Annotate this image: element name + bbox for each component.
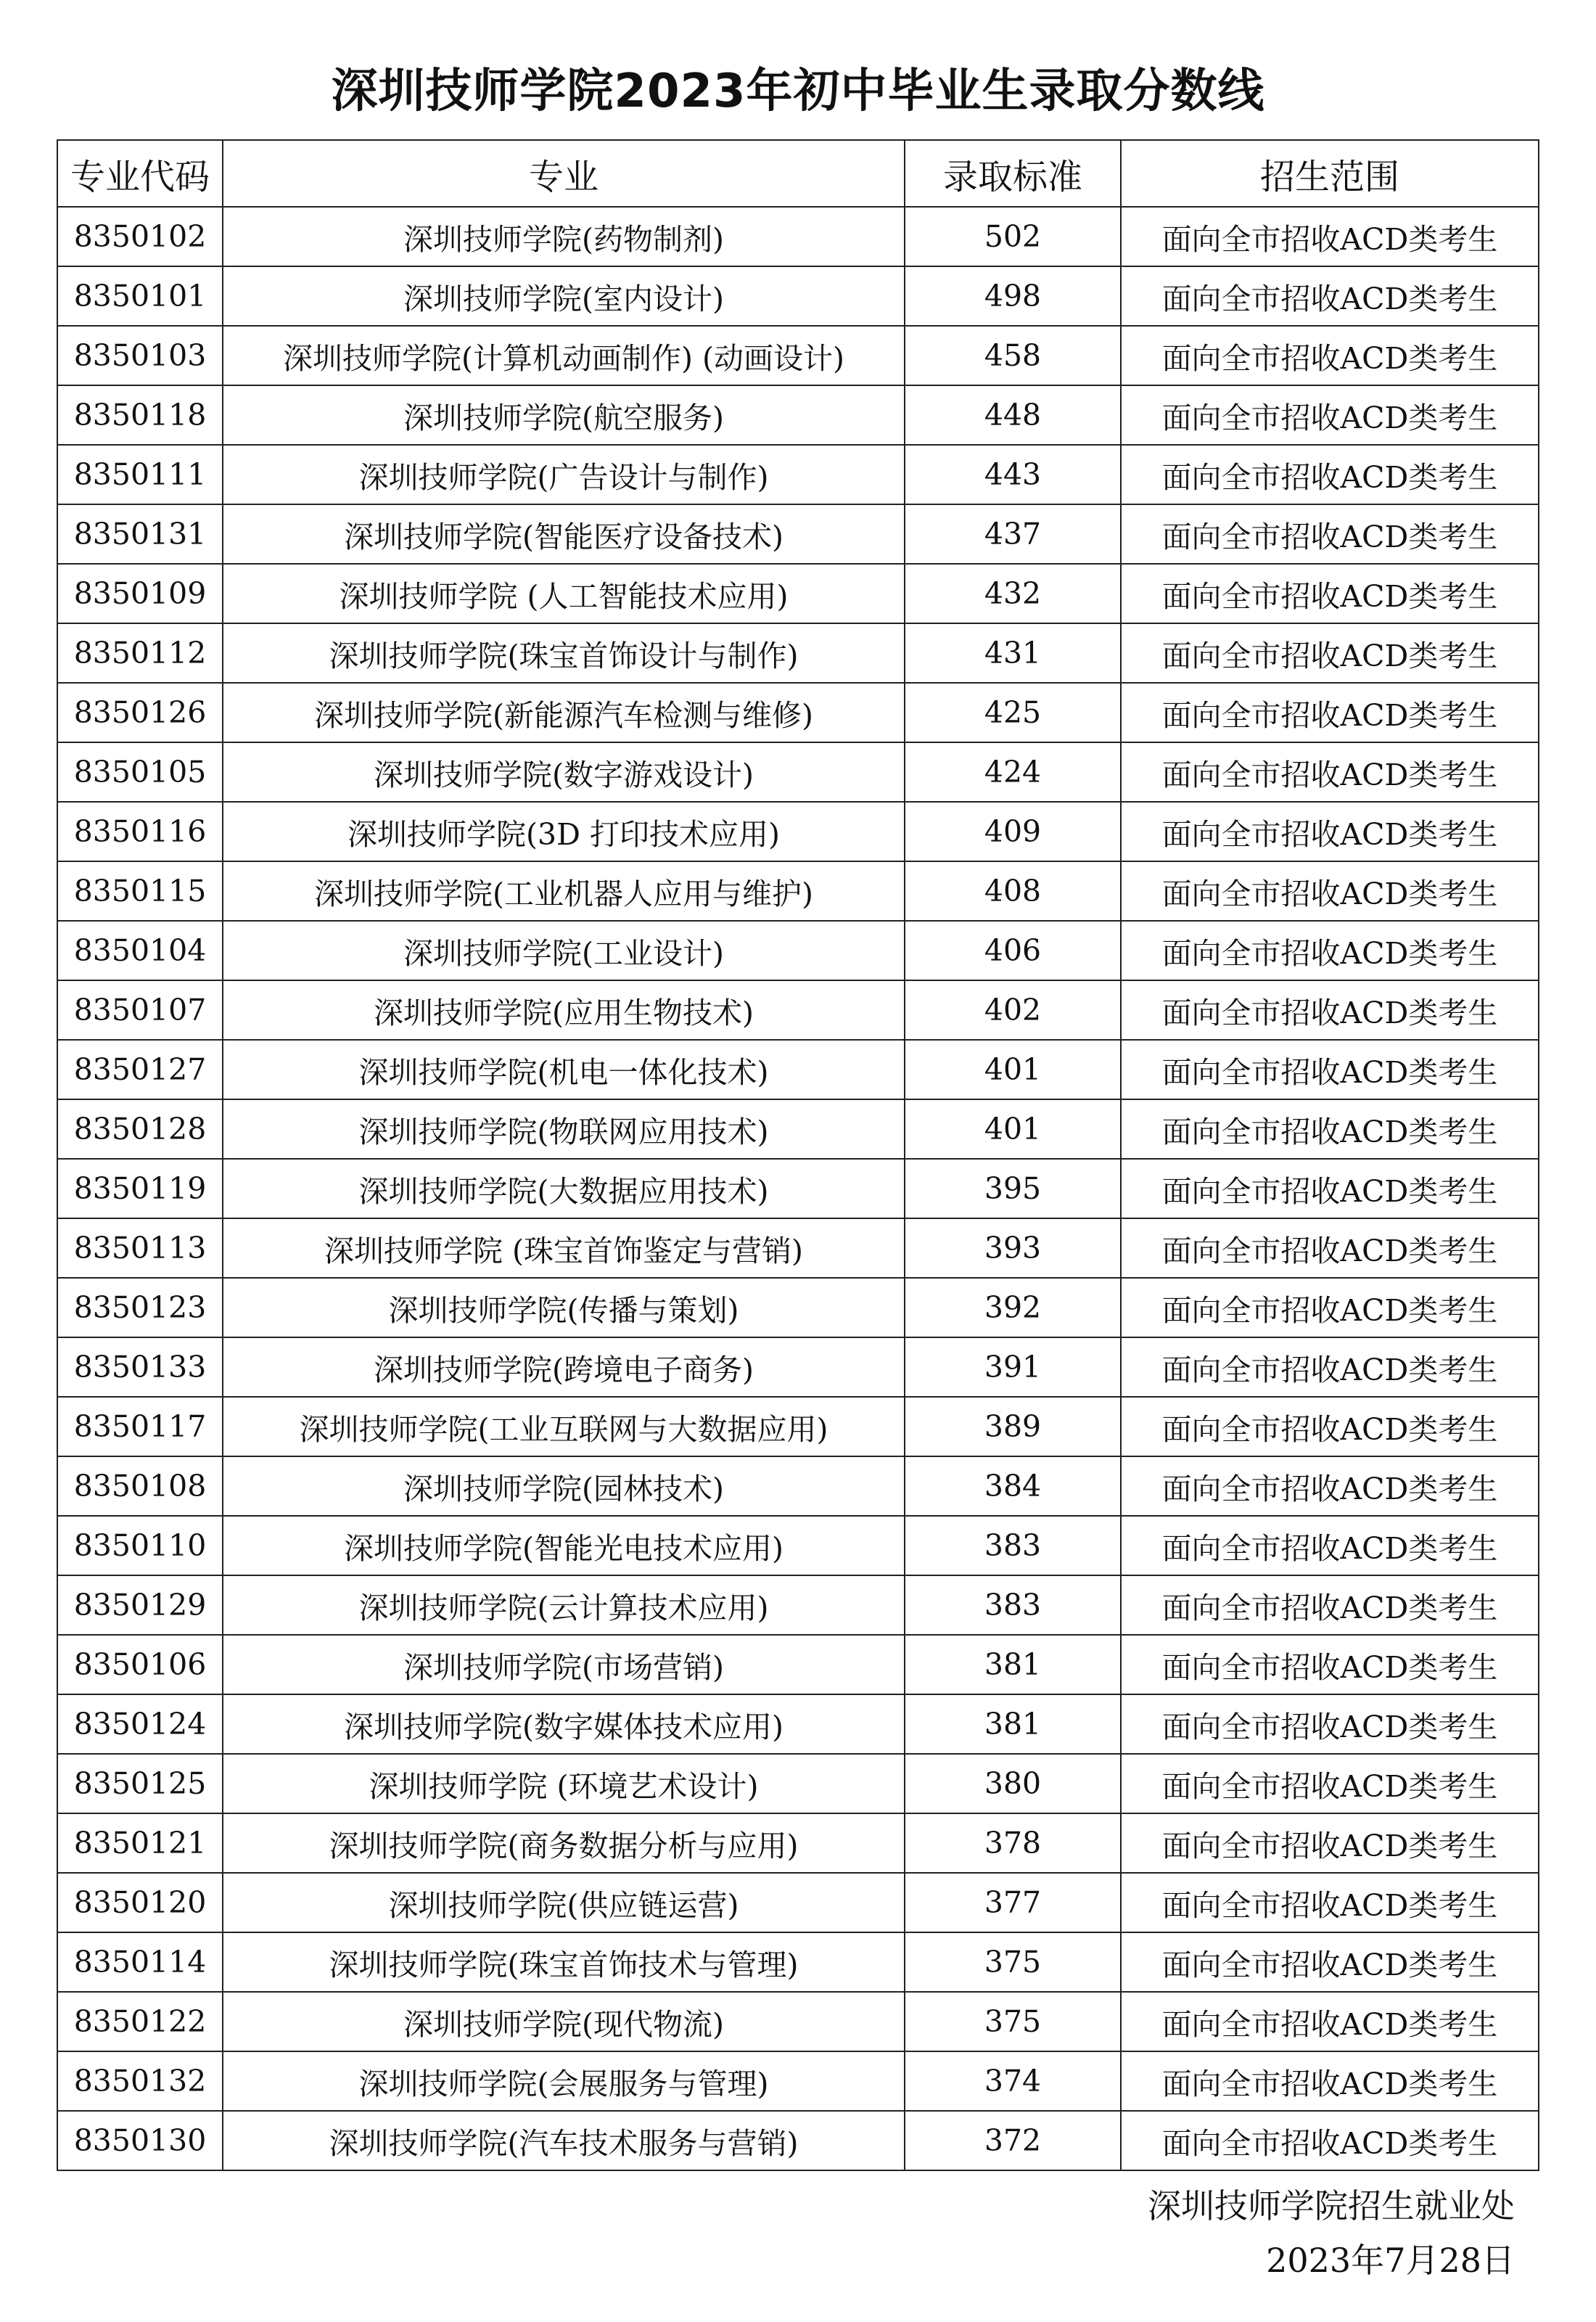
cell-code: 8350132 xyxy=(57,2051,223,2111)
page-title: 深圳技师学院2023年初中毕业生录取分数线 xyxy=(331,65,1265,118)
cell-score: 458 xyxy=(905,326,1121,385)
cell-code: 8350104 xyxy=(57,921,223,980)
table-row xyxy=(57,1278,1539,1337)
cell-score: 392 xyxy=(905,1278,1121,1337)
cell-major: 深圳技师学院(传播与策划) xyxy=(223,1278,905,1337)
table-row xyxy=(57,742,1539,802)
cell-major: 深圳技师学院(数字游戏设计) xyxy=(223,742,905,802)
cell-major: 深圳技师学院(物联网应用技术) xyxy=(223,1099,905,1159)
cell-major: 深圳技师学院(新能源汽车检测与维修) xyxy=(223,683,905,742)
cell-score: 377 xyxy=(905,1873,1121,1932)
cell-scope: 面向全市招收ACD类考生 xyxy=(1121,980,1539,1040)
table-row xyxy=(57,445,1539,504)
cell-code: 8350103 xyxy=(57,326,223,385)
cell-code: 8350109 xyxy=(57,564,223,623)
table-row xyxy=(57,1694,1539,1754)
cell-scope: 面向全市招收ACD类考生 xyxy=(1121,2111,1539,2170)
header-code: 专业代码 xyxy=(57,140,223,207)
cell-score: 375 xyxy=(905,1932,1121,1992)
table-row xyxy=(57,207,1539,266)
cell-code: 8350124 xyxy=(57,1694,223,1754)
table-row xyxy=(57,1813,1539,1873)
cell-scope: 面向全市招收ACD类考生 xyxy=(1121,1456,1539,1516)
cell-code: 8350114 xyxy=(57,1932,223,1992)
cell-major: 深圳技师学院(现代物流) xyxy=(223,1992,905,2051)
cell-major: 深圳技师学院(跨境电子商务) xyxy=(223,1337,905,1397)
cell-code: 8350126 xyxy=(57,683,223,742)
cell-score: 378 xyxy=(905,1813,1121,1873)
cell-score: 498 xyxy=(905,266,1121,326)
table-row xyxy=(57,326,1539,385)
table-row xyxy=(57,683,1539,742)
cell-major: 深圳技师学院(工业互联网与大数据应用) xyxy=(223,1397,905,1456)
cell-score: 372 xyxy=(905,2111,1121,2170)
cell-scope: 面向全市招收ACD类考生 xyxy=(1121,326,1539,385)
cell-score: 424 xyxy=(905,742,1121,802)
cell-major: 深圳技师学院(3D 打印技术应用) xyxy=(223,802,905,861)
cell-scope: 面向全市招收ACD类考生 xyxy=(1121,1040,1539,1099)
cell-score: 402 xyxy=(905,980,1121,1040)
cell-score: 408 xyxy=(905,861,1121,921)
cell-scope: 面向全市招收ACD类考生 xyxy=(1121,1932,1539,1992)
cell-major: 深圳技师学院(机电一体化技术) xyxy=(223,1040,905,1099)
cell-code: 8350105 xyxy=(57,742,223,802)
cell-score: 384 xyxy=(905,1456,1121,1516)
cell-scope: 面向全市招收ACD类考生 xyxy=(1121,1813,1539,1873)
table-row xyxy=(57,980,1539,1040)
cell-scope: 面向全市招收ACD类考生 xyxy=(1121,1873,1539,1932)
cell-score: 381 xyxy=(905,1694,1121,1754)
table-row xyxy=(57,1516,1539,1575)
table-row xyxy=(57,2051,1539,2111)
cell-major: 深圳技师学院(应用生物技术) xyxy=(223,980,905,1040)
cell-score: 448 xyxy=(905,385,1121,445)
cell-scope: 面向全市招收ACD类考生 xyxy=(1121,445,1539,504)
cell-score: 380 xyxy=(905,1754,1121,1813)
cell-code: 8350129 xyxy=(57,1575,223,1635)
cell-scope: 面向全市招收ACD类考生 xyxy=(1121,1635,1539,1694)
cell-score: 375 xyxy=(905,1992,1121,2051)
table-header-row xyxy=(57,140,1539,207)
cell-scope: 面向全市招收ACD类考生 xyxy=(1121,1159,1539,1218)
cell-code: 8350131 xyxy=(57,504,223,564)
cell-score: 431 xyxy=(905,623,1121,683)
cell-score: 443 xyxy=(905,445,1121,504)
table-body xyxy=(57,207,1539,2170)
cell-score: 401 xyxy=(905,1040,1121,1099)
cell-scope: 面向全市招收ACD类考生 xyxy=(1121,1992,1539,2051)
table-row xyxy=(57,1932,1539,1992)
cell-code: 8350122 xyxy=(57,1992,223,2051)
cell-major: 深圳技师学院(广告设计与制作) xyxy=(223,445,905,504)
cell-score: 425 xyxy=(905,683,1121,742)
cell-scope: 面向全市招收ACD类考生 xyxy=(1121,1575,1539,1635)
cell-code: 8350118 xyxy=(57,385,223,445)
table-row xyxy=(57,861,1539,921)
cell-score: 383 xyxy=(905,1516,1121,1575)
cell-major: 深圳技师学院 (人工智能技术应用) xyxy=(223,564,905,623)
admission-score-table xyxy=(57,139,1539,2171)
cell-major: 深圳技师学院(商务数据分析与应用) xyxy=(223,1813,905,1873)
cell-code: 8350111 xyxy=(57,445,223,504)
cell-score: 391 xyxy=(905,1337,1121,1397)
cell-major: 深圳技师学院(智能医疗设备技术) xyxy=(223,504,905,564)
cell-code: 8350127 xyxy=(57,1040,223,1099)
cell-code: 8350112 xyxy=(57,623,223,683)
cell-scope: 面向全市招收ACD类考生 xyxy=(1121,266,1539,326)
cell-code: 8350133 xyxy=(57,1337,223,1397)
cell-scope: 面向全市招收ACD类考生 xyxy=(1121,1337,1539,1397)
cell-code: 8350107 xyxy=(57,980,223,1040)
cell-scope: 面向全市招收ACD类考生 xyxy=(1121,1218,1539,1278)
cell-major: 深圳技师学院(药物制剂) xyxy=(223,207,905,266)
cell-score: 406 xyxy=(905,921,1121,980)
table-row xyxy=(57,266,1539,326)
cell-major: 深圳技师学院 (环境艺术设计) xyxy=(223,1754,905,1813)
cell-major: 深圳技师学院(园林技术) xyxy=(223,1456,905,1516)
cell-scope: 面向全市招收ACD类考生 xyxy=(1121,1516,1539,1575)
cell-major: 深圳技师学院(计算机动画制作) (动画设计) xyxy=(223,326,905,385)
cell-major: 深圳技师学院(航空服务) xyxy=(223,385,905,445)
cell-scope: 面向全市招收ACD类考生 xyxy=(1121,207,1539,266)
cell-code: 8350116 xyxy=(57,802,223,861)
table-row xyxy=(57,921,1539,980)
table-row xyxy=(57,1040,1539,1099)
cell-code: 8350102 xyxy=(57,207,223,266)
cell-scope: 面向全市招收ACD类考生 xyxy=(1121,1694,1539,1754)
table-row xyxy=(57,385,1539,445)
cell-code: 8350121 xyxy=(57,1813,223,1873)
cell-scope: 面向全市招收ACD类考生 xyxy=(1121,1278,1539,1337)
table-row xyxy=(57,1873,1539,1932)
cell-code: 8350128 xyxy=(57,1099,223,1159)
cell-major: 深圳技师学院(智能光电技术应用) xyxy=(223,1516,905,1575)
table-row xyxy=(57,504,1539,564)
cell-scope: 面向全市招收ACD类考生 xyxy=(1121,1754,1539,1813)
cell-major: 深圳技师学院(汽车技术服务与营销) xyxy=(223,2111,905,2170)
cell-score: 502 xyxy=(905,207,1121,266)
table-row xyxy=(57,2111,1539,2170)
cell-score: 432 xyxy=(905,564,1121,623)
cell-scope: 面向全市招收ACD类考生 xyxy=(1121,623,1539,683)
cell-scope: 面向全市招收ACD类考生 xyxy=(1121,802,1539,861)
cell-code: 8350110 xyxy=(57,1516,223,1575)
cell-code: 8350117 xyxy=(57,1397,223,1456)
cell-code: 8350115 xyxy=(57,861,223,921)
cell-code: 8350130 xyxy=(57,2111,223,2170)
cell-score: 401 xyxy=(905,1099,1121,1159)
table-row xyxy=(57,1159,1539,1218)
cell-major: 深圳技师学院(工业设计) xyxy=(223,921,905,980)
cell-major: 深圳技师学院(市场营销) xyxy=(223,1635,905,1694)
cell-code: 8350125 xyxy=(57,1754,223,1813)
cell-scope: 面向全市招收ACD类考生 xyxy=(1121,861,1539,921)
cell-scope: 面向全市招收ACD类考生 xyxy=(1121,504,1539,564)
table-row xyxy=(57,1992,1539,2051)
table-row xyxy=(57,1754,1539,1813)
table-row xyxy=(57,1397,1539,1456)
cell-score: 395 xyxy=(905,1159,1121,1218)
table-row xyxy=(57,1218,1539,1278)
table-row xyxy=(57,1635,1539,1694)
cell-scope: 面向全市招收ACD类考生 xyxy=(1121,2051,1539,2111)
cell-score: 383 xyxy=(905,1575,1121,1635)
cell-score: 389 xyxy=(905,1397,1121,1456)
header-major: 专业 xyxy=(223,140,905,207)
cell-scope: 面向全市招收ACD类考生 xyxy=(1121,564,1539,623)
cell-code: 8350123 xyxy=(57,1278,223,1337)
cell-major: 深圳技师学院(供应链运营) xyxy=(223,1873,905,1932)
cell-major: 深圳技师学院(珠宝首饰设计与制作) xyxy=(223,623,905,683)
table-row xyxy=(57,1456,1539,1516)
table-row xyxy=(57,802,1539,861)
header-score: 录取标准 xyxy=(905,140,1121,207)
cell-major: 深圳技师学院(工业机器人应用与维护) xyxy=(223,861,905,921)
cell-code: 8350106 xyxy=(57,1635,223,1694)
cell-code: 8350120 xyxy=(57,1873,223,1932)
cell-scope: 面向全市招收ACD类考生 xyxy=(1121,1397,1539,1456)
cell-score: 381 xyxy=(905,1635,1121,1694)
table-row xyxy=(57,1099,1539,1159)
issue-date: 2023年7月28日 xyxy=(1266,2241,1515,2280)
cell-major: 深圳技师学院(会展服务与管理) xyxy=(223,2051,905,2111)
issuer-organization: 深圳技师学院招生就业处 xyxy=(1148,2186,1515,2225)
header-scope: 招生范围 xyxy=(1121,140,1539,207)
table-row xyxy=(57,564,1539,623)
cell-major: 深圳技师学院(室内设计) xyxy=(223,266,905,326)
cell-major: 深圳技师学院 (珠宝首饰鉴定与营销) xyxy=(223,1218,905,1278)
cell-scope: 面向全市招收ACD类考生 xyxy=(1121,742,1539,802)
cell-major: 深圳技师学院(珠宝首饰技术与管理) xyxy=(223,1932,905,1992)
cell-major: 深圳技师学院(云计算技术应用) xyxy=(223,1575,905,1635)
cell-scope: 面向全市招收ACD类考生 xyxy=(1121,683,1539,742)
cell-code: 8350101 xyxy=(57,266,223,326)
cell-code: 8350119 xyxy=(57,1159,223,1218)
cell-major: 深圳技师学院(大数据应用技术) xyxy=(223,1159,905,1218)
cell-major: 深圳技师学院(数字媒体技术应用) xyxy=(223,1694,905,1754)
cell-code: 8350108 xyxy=(57,1456,223,1516)
cell-scope: 面向全市招收ACD类考生 xyxy=(1121,385,1539,445)
cell-score: 374 xyxy=(905,2051,1121,2111)
cell-scope: 面向全市招收ACD类考生 xyxy=(1121,921,1539,980)
table-row xyxy=(57,623,1539,683)
cell-code: 8350113 xyxy=(57,1218,223,1278)
cell-scope: 面向全市招收ACD类考生 xyxy=(1121,1099,1539,1159)
table-row xyxy=(57,1575,1539,1635)
table-row xyxy=(57,1337,1539,1397)
cell-score: 393 xyxy=(905,1218,1121,1278)
cell-score: 409 xyxy=(905,802,1121,861)
cell-score: 437 xyxy=(905,504,1121,564)
